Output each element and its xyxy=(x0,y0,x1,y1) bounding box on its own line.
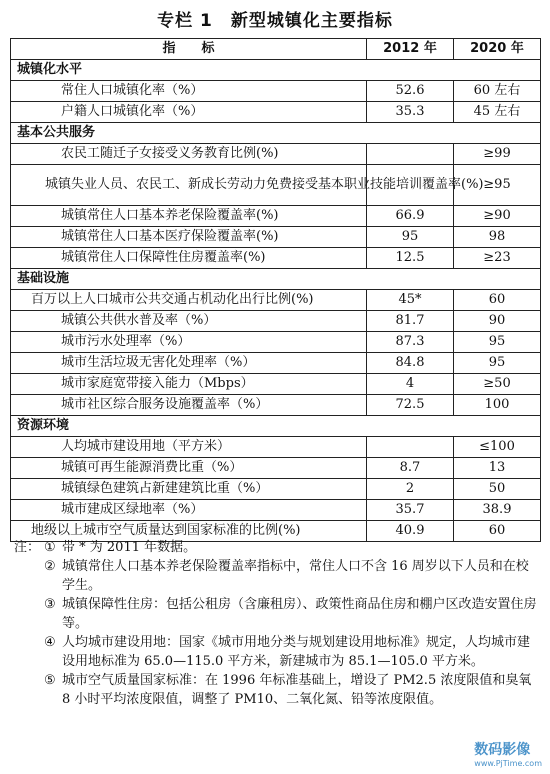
table-row xyxy=(11,227,541,248)
value-2012: 87.3 xyxy=(367,332,454,353)
value-2020: 13 xyxy=(454,458,541,479)
indicator-label: 城市污水处理率（%） xyxy=(11,332,367,353)
value-2012: 2 xyxy=(367,479,454,500)
table-row xyxy=(11,479,541,500)
value-2020: 95 xyxy=(454,353,541,374)
table-row xyxy=(11,311,541,332)
value-2020: 60 xyxy=(454,521,541,542)
note-text: 城镇保障性住房：包括公租房（含廉租房）、政策性商品住房和棚户区改造安置住房等。 xyxy=(62,597,537,631)
header-2020: 2020 年 xyxy=(454,39,541,60)
value-2012: 52.6 xyxy=(367,81,454,102)
note-number: ⑤ xyxy=(44,673,56,688)
section-title: 资源环境 xyxy=(11,416,541,437)
value-2020: ≥99 xyxy=(454,144,541,165)
indicator-label: 地级以上城市空气质量达到国家标准的比例(%) xyxy=(11,521,367,542)
note-item xyxy=(14,538,538,557)
value-2020: 60 左右 xyxy=(454,81,541,102)
table-row xyxy=(11,144,541,165)
note-lead xyxy=(14,557,44,595)
value-2012: 66.9 xyxy=(367,206,454,227)
table-row xyxy=(11,332,541,353)
section-row xyxy=(11,416,541,437)
indicator-label: 百万以上人口城市公共交通占机动化出行比例(%) xyxy=(11,290,367,311)
table-row xyxy=(11,395,541,416)
watermark-main: 数码影像 xyxy=(474,742,531,758)
value-2012: 8.7 xyxy=(367,458,454,479)
section-row xyxy=(11,269,541,290)
note-lead xyxy=(14,633,44,671)
value-2012: 84.8 xyxy=(367,353,454,374)
note-text: 城市空气质量国家标准：在 1996 年标准基础上，增设了 PM2.5 浓度限值和臭氧 8 小时平均浓度限值，调整了 PM10、二氧化氮、铅等浓度限值。 xyxy=(62,673,532,707)
value-2012: 4 xyxy=(367,374,454,395)
value-2012: 81.7 xyxy=(367,311,454,332)
value-2020: ≥90 xyxy=(454,206,541,227)
table-row xyxy=(11,102,541,123)
table-row xyxy=(11,206,541,227)
table-row xyxy=(11,81,541,102)
value-2012: 12.5 xyxy=(367,248,454,269)
value-2012: 35.3 xyxy=(367,102,454,123)
note-number: ④ xyxy=(44,635,56,650)
value-2020: ≥50 xyxy=(454,374,541,395)
table-row xyxy=(11,374,541,395)
indicator-label: 城市家庭宽带接入能力（Mbps） xyxy=(11,374,367,395)
value-2020: 38.9 xyxy=(454,500,541,521)
note-text: 人均城市建设用地：国家《城市用地分类与规划建设用地标准》规定，人均城市建设用地标准为 65.0—115.0 平方米，新建城市为 85.1—105.0 平方米。 xyxy=(62,635,531,669)
indicator-label: 常住人口城镇化率（%） xyxy=(11,81,367,102)
table-row xyxy=(11,248,541,269)
indicator-label: 城市生活垃圾无害化处理率（%） xyxy=(11,353,367,374)
indicator-label: 城镇常住人口基本养老保险覆盖率(%) xyxy=(11,206,367,227)
watermark-logo xyxy=(474,739,542,768)
section-row xyxy=(11,60,541,81)
section-row xyxy=(11,123,541,144)
note-item xyxy=(14,557,538,595)
note-text: 城镇常住人口基本养老保险覆盖率指标中，常住人口不含 16 周岁以下人员和在校学生。 xyxy=(62,559,529,593)
value-2020: ≥95 xyxy=(454,165,541,206)
indicator-label: 城市社区综合服务设施覆盖率（%） xyxy=(11,395,367,416)
note-lead xyxy=(14,595,44,633)
value-2012: 45* xyxy=(367,290,454,311)
note-text: 带 * 为 2011 年数据。 xyxy=(62,540,197,555)
note-lead xyxy=(14,671,44,709)
value-2012: 72.5 xyxy=(367,395,454,416)
value-2012: 35.7 xyxy=(367,500,454,521)
table-header-row xyxy=(11,39,541,60)
notes-section xyxy=(14,538,538,709)
note-item xyxy=(14,595,538,633)
value-2012: 40.9 xyxy=(367,521,454,542)
table-row xyxy=(11,165,541,206)
table-row xyxy=(11,458,541,479)
value-2012 xyxy=(367,144,454,165)
header-2012: 2012 年 xyxy=(367,39,454,60)
watermark-url: www.PjTime.com xyxy=(474,759,542,768)
indicator-label: 城镇常住人口基本医疗保险覆盖率(%) xyxy=(11,227,367,248)
indicator-label: 农民工随迁子女接受义务教育比例(%) xyxy=(11,144,367,165)
value-2012: 95 xyxy=(367,227,454,248)
section-title: 基础设施 xyxy=(11,269,541,290)
value-2020: 98 xyxy=(454,227,541,248)
page-title: 专栏 1 新型城镇化主要指标 xyxy=(157,11,393,31)
table-row xyxy=(11,500,541,521)
note-item xyxy=(14,633,538,671)
value-2020: 50 xyxy=(454,479,541,500)
indicator-label: 城镇失业人员、农民工、新成长劳动力免费接受基本职业技能培训覆盖率(%) xyxy=(11,165,367,206)
indicator-label: 城镇公共供水普及率（%） xyxy=(11,311,367,332)
section-title: 基本公共服务 xyxy=(11,123,541,144)
indicator-label: 城镇绿色建筑占新建建筑比重（%） xyxy=(11,479,367,500)
note-number: ① xyxy=(44,540,56,555)
indicator-label: 城镇常住人口保障性住房覆盖率(%) xyxy=(11,248,367,269)
header-indicator: 指 标 xyxy=(11,39,367,60)
value-2012 xyxy=(367,437,454,458)
table-body xyxy=(11,60,541,542)
value-2020: 60 xyxy=(454,290,541,311)
section-title: 城镇化水平 xyxy=(11,60,541,81)
note-item xyxy=(14,671,538,709)
table-row xyxy=(11,353,541,374)
value-2020: 90 xyxy=(454,311,541,332)
indicator-label: 城镇可再生能源消费比重（%） xyxy=(11,458,367,479)
value-2020: ≤100 xyxy=(454,437,541,458)
value-2020: 100 xyxy=(454,395,541,416)
indicator-label: 人均城市建设用地（平方米） xyxy=(11,437,367,458)
indicators-table xyxy=(10,38,541,542)
note-number: ③ xyxy=(44,597,56,612)
indicator-label: 户籍人口城镇化率（%） xyxy=(11,102,367,123)
table-row xyxy=(11,437,541,458)
value-2020: 95 xyxy=(454,332,541,353)
value-2020: ≥23 xyxy=(454,248,541,269)
indicator-label: 城市建成区绿地率（%） xyxy=(11,500,367,521)
value-2020: 45 左右 xyxy=(454,102,541,123)
note-lead: 注： xyxy=(14,540,41,555)
table-row xyxy=(11,290,541,311)
note-number: ② xyxy=(44,559,56,574)
